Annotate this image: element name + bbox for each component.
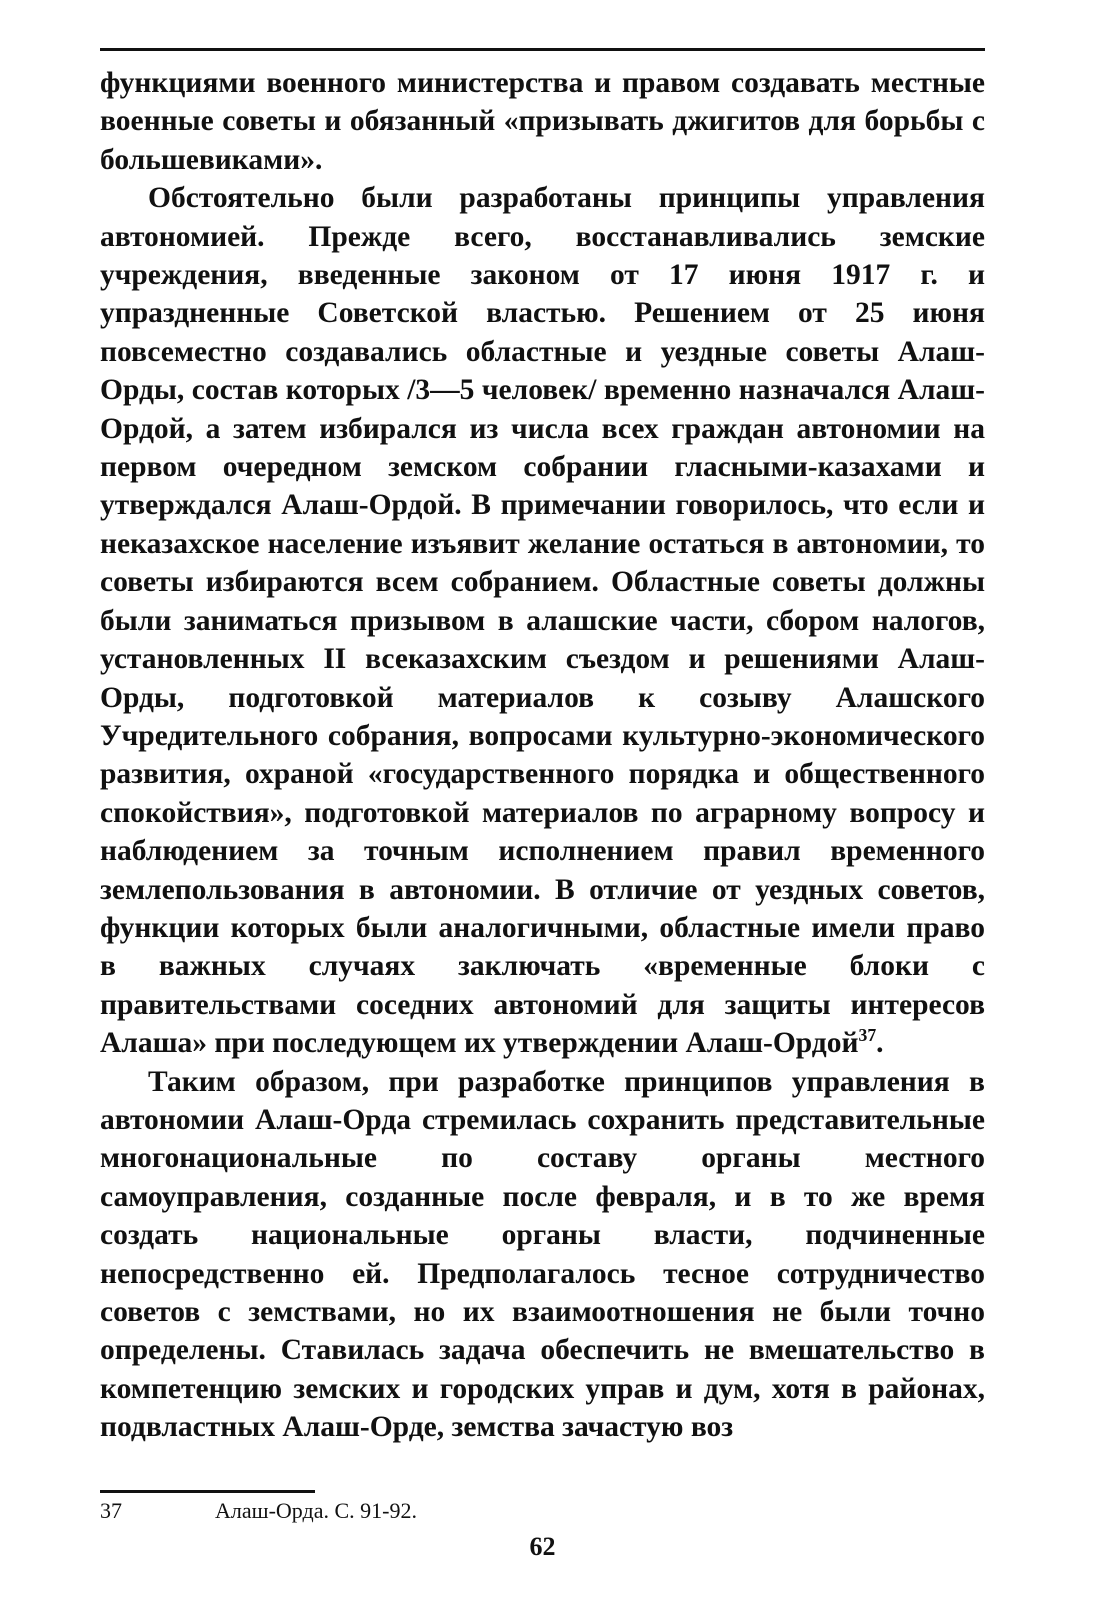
paragraph-3: Таким образом, при разработке принципов управления в автономии Алаш-Орда стремилась сохранить представительные многонациональные по составу органы местного самоуправления, созданные после февраля, и в то же время создать национальные органы власти, подчиненные непосредственно ей. Предполагалось тесное сотрудничество советов с земствами, но их взаимоотношения не были точно определены. Ставилась задача обеспечить не вмешательство в компетенцию земских и городских управ и дум, хотя в районах, подвластных Алаш-Орде, земства зачастую воз [100,1065,985,1444]
footnote-reference[interactable]: 37 [858,1025,877,1046]
header-rule [100,48,985,51]
main-text [100,64,985,1447]
paragraph-2 [100,179,985,1062]
paragraph-2-end: . [876,1027,884,1060]
paragraph-2-text: Обстоятельно были разработаны принципы управления автономией. Прежде всего, восстанавливались земские учреждения, введенные законом от 17 июня 1917 г. и упраздненные Советской властью. Решением от 25 июня повсеместно создавались областные и уездные советы Алаш-Орды, состав которых /3—5 человек/ временно назначался Алаш-Ордой, а затем избирался из числа всех граждан автономии на первом очередном земском собрании гласными-казахами и утверждался Алаш-Ордой. В примечании говорилось, что если и неказахское население изъявит желание остаться в автономии, то советы избираются всем собранием. Областные советы должны были заниматься призывом в алашские части, сбором налогов, установленных II всеказахским съездом и решениями Алаш-Орды, подготовкой материалов к созыву Алашского Учредительного собрания, вопросами культурно-экономического развития, охраной «государственного порядка и общественного спокойствия», подготовкой материалов по аграрному вопросу и наблюдением за точным исполнением правил временного землепользования в автономии. В отличие от уездных советов, функции которых были аналогичными, областные имели право в важных случаях заключать «временные блоки с правительствами соседних автономий для защиты интересов Алаша» при последующем их утверждении Алаш-Ордой [100,182,985,1060]
book-page [100,0,985,1600]
footnote-number: 37 [100,1498,122,1523]
footnote [100,1497,985,1525]
page-number: 62 [529,1532,556,1561]
footnote-rule [100,1490,315,1493]
paragraph-1: функциями военного министерства и правом создавать местные военные советы и обязанный «призывать джигитов для борьбы с большевиками». [100,67,985,176]
footnote-text: Алаш-Орда. С. 91-92. [215,1498,417,1523]
